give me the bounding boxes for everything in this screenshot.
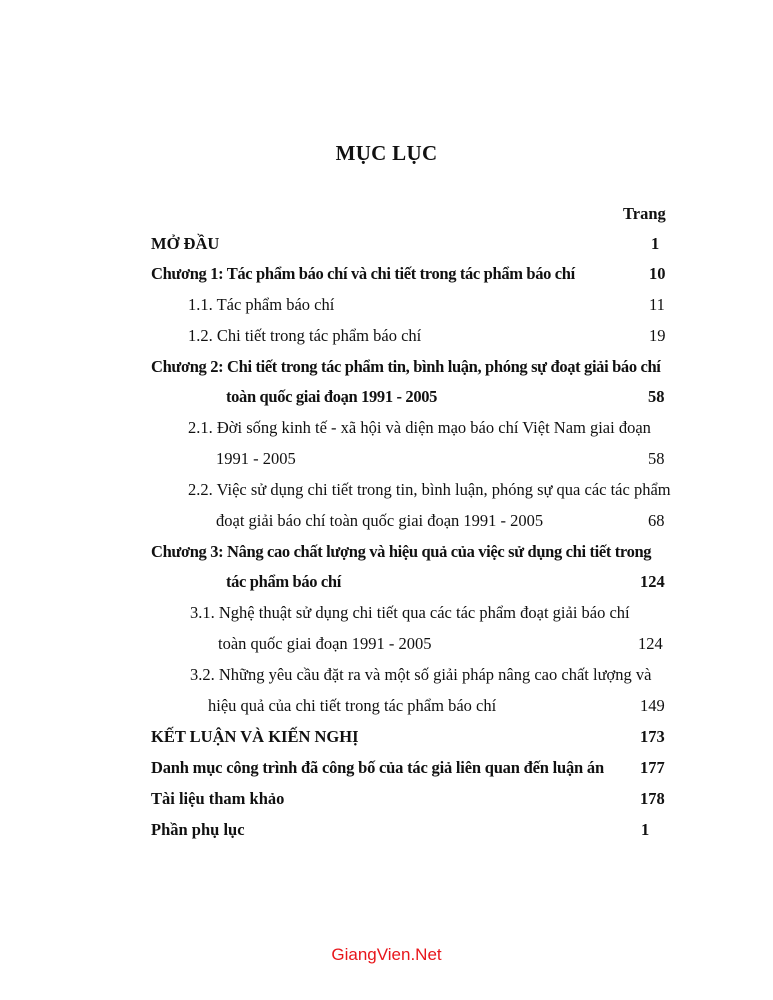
toc-entry-continuation: tác phẩm báo chí — [226, 572, 341, 591]
toc-entry-text: Tài liệu tham khảo — [151, 789, 285, 808]
toc-entry-appendix[interactable] — [0, 818, 773, 842]
toc-entry-page: 19 — [649, 326, 666, 345]
toc-entry-conclusion[interactable] — [0, 725, 773, 749]
toc-entry-text: 1.2. Chi tiết trong tác phẩm báo chí — [188, 326, 422, 345]
toc-entry-text: Phần phụ lục — [151, 820, 245, 839]
toc-entry-text: 3.1. Nghệ thuật sử dụng chi tiết qua các tác phẩm đoạt giải báo chí — [190, 603, 630, 622]
toc-entry-section-2-1[interactable] — [0, 416, 773, 440]
toc-entry-text: MỞ ĐẦU — [151, 234, 220, 253]
toc-entry-references[interactable] — [0, 787, 773, 811]
toc-entry-continuation: đoạt giải báo chí toàn quốc giai đoạn 1991 - 2005 — [216, 511, 544, 530]
toc-entry-text: 2.2. Việc sử dụng chi tiết trong tin, bình luận, phóng sự qua các tác phẩm — [188, 480, 671, 499]
toc-entry-page: 149 — [640, 696, 665, 715]
toc-entry-page: 10 — [649, 264, 666, 283]
page-column-header-row — [0, 202, 773, 226]
toc-entry-text: Chương 1: Tác phẩm báo chí và chi tiết trong tác phẩm báo chí — [151, 264, 575, 283]
toc-entry-chapter-3-continuation[interactable] — [0, 570, 773, 594]
toc-entry-section-2-2-continuation[interactable] — [0, 509, 773, 533]
toc-entry-text: 1.1. Tác phẩm báo chí — [188, 295, 335, 314]
toc-entry-page: 1 — [641, 820, 650, 839]
toc-entry-chapter-2[interactable] — [0, 355, 773, 379]
toc-entry-text: 2.1. Đời sống kinh tế - xã hội và diện mạo báo chí Việt Nam giai đoạn — [188, 418, 651, 437]
toc-entry-page: 124 — [640, 572, 665, 591]
toc-entry-page: 58 — [648, 449, 665, 468]
toc-entry-publications[interactable] — [0, 756, 773, 780]
toc-entry-page: 178 — [640, 789, 665, 808]
toc-entry-page: 177 — [640, 758, 665, 777]
toc-entry-text: Danh mục công trình đã công bố của tác giả liên quan đến luận án — [151, 758, 604, 777]
toc-entry-text: KẾT LUẬN VÀ KIẾN NGHỊ — [151, 727, 359, 746]
toc-entry-continuation: 1991 - 2005 — [216, 449, 296, 468]
toc-entry-continuation: hiệu quả của chi tiết trong tác phẩm báo chí — [208, 696, 497, 715]
toc-entry-page: 173 — [640, 727, 665, 746]
toc-entry-section-3-1-continuation[interactable] — [0, 632, 773, 656]
toc-entry-text: Chương 2: Chi tiết trong tác phẩm tin, bình luận, phóng sự đoạt giải báo chí — [151, 357, 661, 376]
watermark-link[interactable]: GiangVien.Net — [331, 945, 442, 964]
toc-entry-section-3-2-continuation[interactable] — [0, 694, 773, 718]
toc-entry-section-1-2[interactable] — [0, 324, 773, 348]
page-title: MỤC LỤC — [335, 141, 438, 165]
toc-entry-text: Chương 3: Nâng cao chất lượng và hiệu quả của việc sử dụng chi tiết trong — [151, 542, 652, 561]
toc-entry-page: 68 — [648, 511, 665, 530]
toc-entry-continuation: toàn quốc giai đoạn 1991 - 2005 — [218, 634, 432, 653]
toc-entry-chapter-2-continuation[interactable] — [0, 385, 773, 409]
toc-entry-chapter-3[interactable] — [0, 540, 773, 564]
page-column-header: Trang — [623, 204, 666, 223]
toc-entry-page: 58 — [648, 387, 665, 406]
toc-entry-section-2-2[interactable] — [0, 478, 773, 502]
toc-entry-section-3-1[interactable] — [0, 601, 773, 625]
toc-entry-section-2-1-continuation[interactable] — [0, 447, 773, 471]
toc-entry-chapter-1[interactable] — [0, 262, 773, 286]
toc-entry-page: 11 — [649, 295, 665, 314]
toc-entry-page: 1 — [651, 234, 660, 253]
toc-entry-page: 124 — [638, 634, 663, 653]
toc-entry-section-1-1[interactable] — [0, 293, 773, 317]
toc-entry-section-3-2[interactable] — [0, 663, 773, 687]
toc-entry-continuation: toàn quốc giai đoạn 1991 - 2005 — [226, 387, 438, 406]
toc-entry-text: 3.2. Những yêu cầu đặt ra và một số giải pháp nâng cao chất lượng và — [190, 665, 652, 684]
toc-entry-introduction[interactable] — [0, 232, 773, 256]
